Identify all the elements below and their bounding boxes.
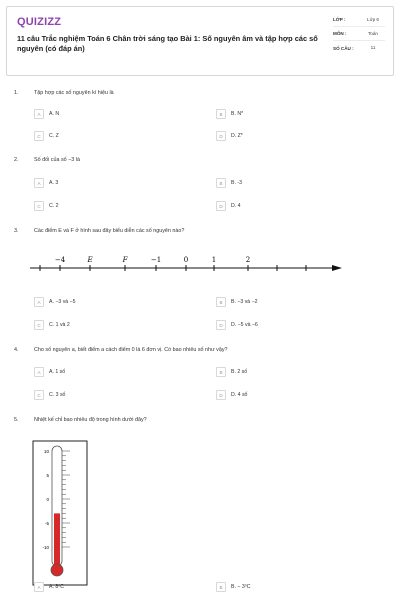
option-4c[interactable] xyxy=(34,390,65,400)
option-letter: A xyxy=(34,297,44,307)
option-text: A. −3 và −5 xyxy=(49,299,76,305)
number-line-label-neg1: −1 xyxy=(150,256,162,264)
option-letter: B xyxy=(216,109,226,119)
option-letter: C xyxy=(34,320,44,330)
question-number: 4. xyxy=(14,347,19,353)
option-letter: C xyxy=(34,201,44,211)
option-text: B. −3 và −2 xyxy=(231,299,258,305)
number-line-label-f: F xyxy=(122,256,128,264)
option-text: C. 3 số xyxy=(49,392,66,398)
meta-value: Toán xyxy=(368,30,378,36)
meta-row-subject xyxy=(333,27,385,41)
option-text: D. −5 và −6 xyxy=(231,322,258,328)
option-letter: A xyxy=(34,178,44,188)
meta-row-count xyxy=(333,41,385,55)
question-number: 1. xyxy=(14,90,19,96)
option-letter: A xyxy=(34,582,44,592)
option-text: D. Z* xyxy=(231,133,243,139)
meta-value: 11 xyxy=(370,45,376,50)
meta-label: LỚP : xyxy=(333,17,346,22)
option-text: B. 2 số xyxy=(231,369,248,375)
meta-row-grade xyxy=(333,13,385,27)
option-letter: B xyxy=(216,178,226,188)
number-line-figure xyxy=(30,250,342,280)
option-text: C. 1 và 2 xyxy=(49,322,70,328)
option-2d[interactable] xyxy=(216,201,241,211)
thermometer-figure xyxy=(32,440,88,586)
option-text: A. N xyxy=(49,111,60,117)
option-text: C. 2 xyxy=(49,203,59,209)
option-text: B. -3 xyxy=(231,180,242,186)
option-letter: A xyxy=(34,367,44,377)
question-number: 5. xyxy=(14,417,19,423)
option-letter: D xyxy=(216,131,226,141)
option-text: B. − 3⁰C xyxy=(231,584,251,590)
option-letter: C xyxy=(34,390,44,400)
option-1b[interactable] xyxy=(216,109,243,119)
option-4b[interactable] xyxy=(216,367,247,377)
option-5b[interactable] xyxy=(216,582,251,592)
option-text: A. 3 xyxy=(49,180,59,186)
option-4d[interactable] xyxy=(216,390,247,400)
thermometer-label-5: 5 xyxy=(46,473,49,478)
option-letter: A xyxy=(34,109,44,119)
option-2b[interactable] xyxy=(216,178,242,188)
option-2c[interactable] xyxy=(34,201,59,211)
option-1a[interactable] xyxy=(34,109,59,119)
question-text: Các điểm E và F ở hình sau đây biểu diễn các số nguyên nào? xyxy=(34,228,185,234)
thermometer-label-neg5: -5 xyxy=(44,521,49,526)
thermometer-label-0: 0 xyxy=(46,497,49,502)
number-line-label-2: 2 xyxy=(245,256,251,264)
option-1d[interactable] xyxy=(216,131,243,141)
option-text: A. 8⁰C xyxy=(49,584,65,590)
question-number: 3. xyxy=(14,228,19,234)
option-text: D. 4 số xyxy=(231,392,248,398)
option-3b[interactable] xyxy=(216,297,258,307)
option-letter: B xyxy=(216,367,226,377)
question-text: Nhiệt kế chỉ bao nhiêu độ trong hình dưới đây? xyxy=(34,417,147,423)
option-3d[interactable] xyxy=(216,320,258,330)
option-text: B. N* xyxy=(231,111,244,117)
quizizz-logo[interactable]: QUIZIZZ xyxy=(17,16,62,28)
option-5a[interactable] xyxy=(34,582,64,592)
thermometer-bulb xyxy=(51,564,63,576)
number-line-label-e: E xyxy=(87,256,93,264)
option-letter: B xyxy=(216,297,226,307)
option-1c[interactable] xyxy=(34,131,59,141)
question-text: Cho số nguyên a, biết điểm a cách điểm 0 là 6 đơn vị. Có bao nhiêu số như vậy? xyxy=(34,347,228,353)
option-2a[interactable] xyxy=(34,178,58,188)
number-line-label-0: 0 xyxy=(183,256,189,264)
option-3a[interactable] xyxy=(34,297,76,307)
question-text: Số đối của số −3 là xyxy=(34,157,81,163)
number-line-label-neg4: −4 xyxy=(54,256,66,264)
worksheet-meta xyxy=(333,13,385,55)
thermometer-mercury xyxy=(54,513,60,568)
option-letter: C xyxy=(34,131,44,141)
meta-value: Lớp 6 xyxy=(367,16,379,22)
option-letter: D xyxy=(216,390,226,400)
option-3c[interactable] xyxy=(34,320,70,330)
option-text: D. 4 xyxy=(231,203,241,209)
option-text: A. 1 số xyxy=(49,369,66,375)
meta-label: MÔN : xyxy=(333,31,347,36)
question-text: Tập hợp các số nguyên kí hiệu là xyxy=(34,90,114,96)
meta-label: SỐ CÂU : xyxy=(333,45,354,51)
option-text: C. Z xyxy=(49,133,59,139)
option-letter: D xyxy=(216,320,226,330)
thermometer-label-neg10: -10 xyxy=(42,545,49,550)
worksheet-title: 11 câu Trắc nghiệm Toán 6 Chân trời sáng tạo Bài 1: Số nguyên âm và tập hợp các số nguyên (có đáp án) xyxy=(17,34,318,53)
question-number: 2. xyxy=(14,157,19,163)
option-4a[interactable] xyxy=(34,367,65,377)
option-letter: D xyxy=(216,201,226,211)
worksheet-header xyxy=(6,6,394,76)
thermometer-label-10: 10 xyxy=(43,449,49,454)
option-letter: B xyxy=(216,582,226,592)
number-line-arrow xyxy=(332,265,342,271)
number-line-label-1: 1 xyxy=(211,256,217,264)
